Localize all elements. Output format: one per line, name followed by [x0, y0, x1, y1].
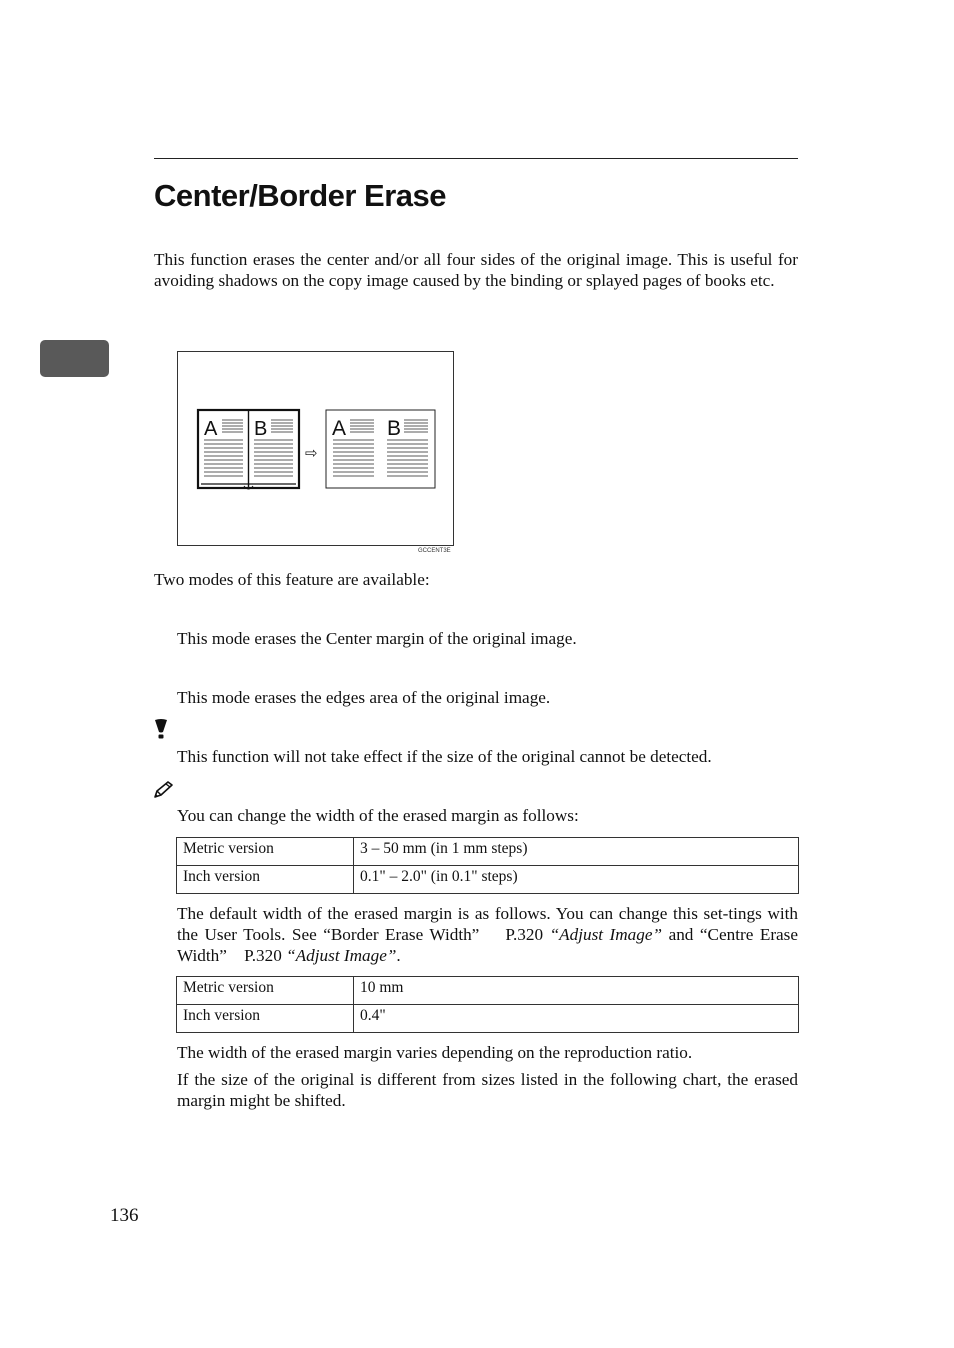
table-cell: Inch version — [177, 866, 354, 894]
table-row — [177, 838, 799, 866]
open-book — [198, 410, 299, 489]
intro-paragraph: This function erases the center and/or all four sides of the original image. This is useful for avoiding shadows on the copy image caused by the binding or splayed pages of books etc. — [154, 250, 798, 290]
margin-range-table — [176, 837, 799, 894]
table-cell: 0.1" – 2.0" (in 0.1" steps) — [354, 866, 799, 894]
modes-intro: Two modes of this feature are available: — [154, 570, 430, 589]
important-icon — [152, 718, 170, 740]
cross-reference-title: “Adjust Image” — [549, 925, 663, 944]
table-row — [177, 1005, 799, 1033]
table-row — [177, 977, 799, 1005]
table-row — [177, 866, 799, 894]
chapter-tab — [40, 340, 109, 377]
table-cell: 3 – 50 mm (in 1 mm steps) — [354, 838, 799, 866]
table-cell: Inch version — [177, 1005, 354, 1033]
copy-letter-b: B — [387, 417, 402, 440]
book-letter-a: A — [204, 418, 218, 440]
erase-illustration — [177, 351, 454, 546]
cross-reference-link[interactable]: P.320 — [244, 946, 282, 965]
table-cell: 0.4" — [354, 1005, 799, 1033]
right-arrow-icon: ⇨ — [305, 444, 318, 462]
default-width-paragraph — [177, 903, 798, 966]
page-title: Center/Border Erase — [154, 178, 447, 213]
page-number: 136 — [110, 1205, 139, 1226]
ratio-note: The width of the erased margin varies depending on the reproduction ratio. — [177, 1043, 693, 1062]
table-cell: Metric version — [177, 838, 354, 866]
important-note: This function will not take effect if the size of the original cannot be detected. — [177, 747, 712, 766]
cross-reference-title: “Adjust Image” — [286, 946, 397, 965]
cross-reference-link[interactable]: P.320 — [505, 925, 544, 944]
default-para-end: . — [396, 946, 401, 965]
default-para-text: The default width of the erased margin is as follows. You can change this set-tings with the User Tools. See “Border Erase Width” — [177, 904, 798, 944]
note-pencil-icon — [153, 780, 175, 800]
table-cell: 10 mm — [354, 977, 799, 1005]
note-text: You can change the width of the erased margin as follows: — [177, 806, 579, 825]
figure-code: GCCENT3E — [418, 548, 451, 554]
default-para-text: and “Centre Erase Width” — [177, 925, 798, 965]
default-width-table — [176, 976, 799, 1033]
shift-note: If the size of the original is different from sizes listed in the following chart, the erased margin might be shifted. — [177, 1070, 798, 1110]
book-letter-b: B — [254, 418, 268, 440]
center-mode-description: This mode erases the Center margin of the original image. — [177, 629, 577, 648]
top-rule — [154, 158, 798, 159]
book-to-copy-diagram — [178, 352, 453, 545]
table-cell: Metric version — [177, 977, 354, 1005]
border-mode-description: This mode erases the edges area of the original image. — [177, 688, 551, 707]
erased-copy — [326, 410, 435, 488]
copy-letter-a: A — [332, 417, 347, 440]
